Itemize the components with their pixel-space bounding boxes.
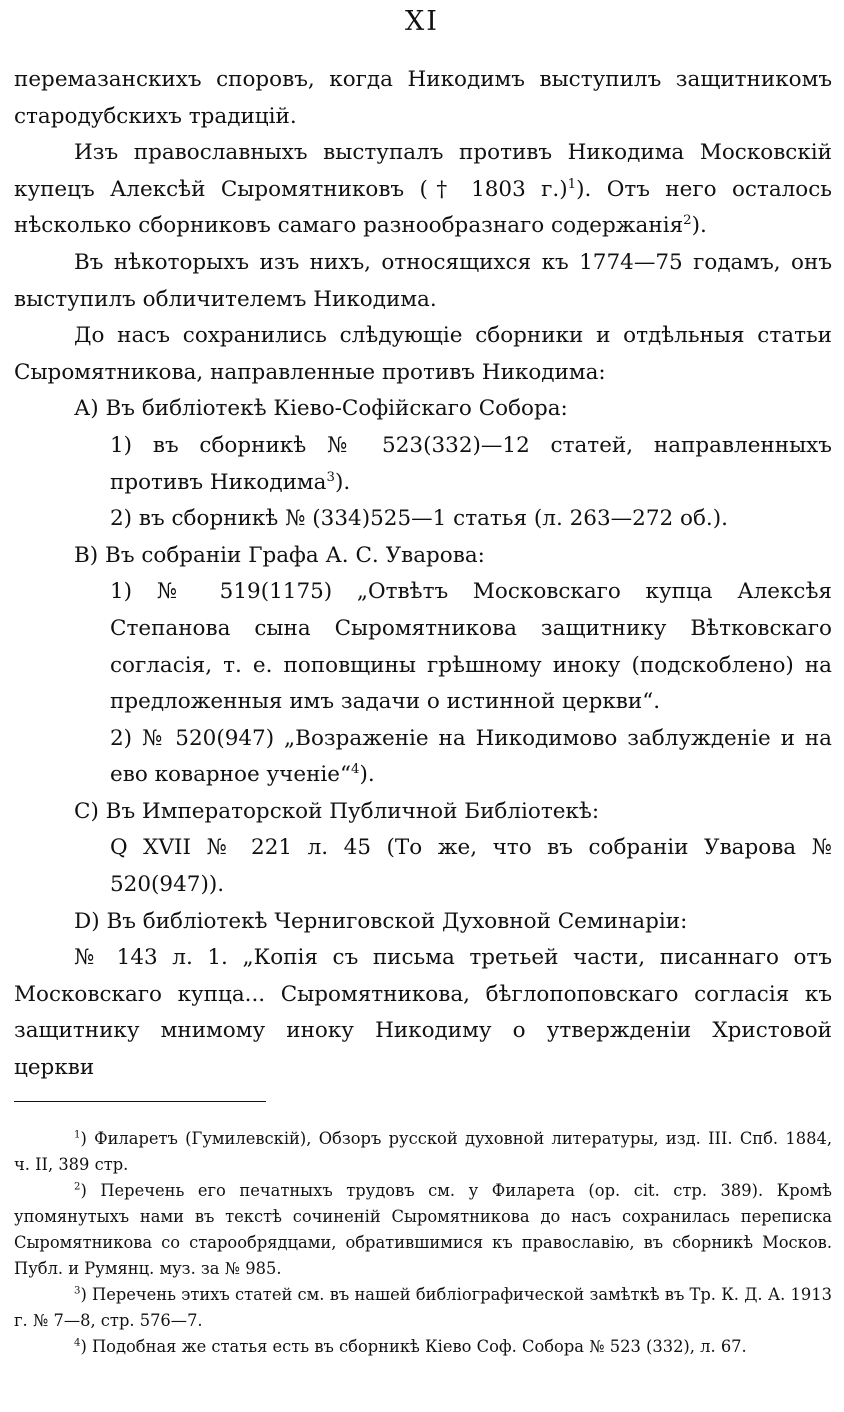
footnote-4 [14,1334,832,1360]
footnote-1-marker: 1 [74,1129,81,1141]
paragraph-orthodox-text-b: ). Отъ него осталось нѣсколько сборниковъ самаго разнообразнаго содержанія [14,176,832,239]
section-c-heading: С) Въ Императорской Публичной Библіотекѣ: [74,798,600,824]
footnote-3 [14,1282,832,1334]
paragraph-orthodox [14,135,832,245]
footnote-2-marker: 2 [74,1181,81,1193]
footnotes [14,1126,832,1360]
footnote-1 [14,1126,832,1178]
section-a-item-2: 2) въ сборникѣ № (334)525—1 статья (л. 263—272 об.). [110,506,728,532]
section-b-item-2-close: ). [359,762,375,788]
footnote-3-text: ) Перечень этихъ статей см. въ нашей библіографической замѣткѣ въ Тр. К. Д. А. 1913 г. № 7—8, стр. 576—7. [14,1285,832,1330]
footnote-ref-4: 4 [351,762,360,778]
page-number: XI [405,6,439,37]
section-d-heading: D) Въ библіотекѣ Черниговской Духовной Семинаріи: [74,908,688,934]
section-a-heading: А) Въ библіотекѣ Кіево-Софійскаго Собора: [74,396,568,422]
paragraph-some-collections: Въ нѣкоторыхъ изъ нихъ, относящихся къ 1774—75 годамъ, онъ выступилъ обличителемъ Никодима. [14,249,832,312]
footnote-ref-3: 3 [326,469,335,485]
section-b-item-2-text: 2) № 520(947) „Возраженіе на Никодимово заблужденіе и на ево коварное ученіе“ [110,725,832,788]
main-text [14,62,832,1087]
footnote-3-marker: 3 [74,1285,81,1297]
section-a-item-1-text: 1) въ сборникѣ № 523(332)—12 статей, направленныхъ противъ Никодима [110,432,832,495]
section-d-item: № 143 л. 1. „Копія съ письма третьей части, писаннаго отъ Московскаго купца... Сыромятникова, бѣглопоповскаго согласія къ защитнику мнимому иноку Никодиму о утвержденіи Христовой церкви [14,945,832,1081]
paragraph-orthodox-text-c: ). [691,213,707,239]
footnote-1-text: ) Филаретъ (Гумилевскій), Обзоръ русской духовной литературы, изд. III. Спб. 1884, ч. II, 389 стр. [14,1129,832,1174]
section-b-item-2 [14,721,832,794]
footnote-ref-1: 1 [567,176,577,192]
footnote-4-marker: 4 [74,1337,81,1349]
section-a-item-1-close: ). [334,469,351,495]
footnote-4-text: ) Подобная же статья есть въ сборникѣ Кіево Соф. Собора № 523 (332), л. 67. [80,1337,747,1356]
footnote-ref-2: 2 [683,213,692,229]
paragraph-orthodox-text-a: Изъ православныхъ выступалъ противъ Никодима Московскій купецъ Алексѣй Сыромятниковъ († 1803 г.) [14,140,832,202]
footnote-divider [14,1101,266,1102]
paragraph-intro: перемазанскихъ споровъ, когда Никодимъ выступилъ защитникомъ стародубскихъ традицій. [14,67,832,129]
section-c-item: Q XVII № 221 л. 45 (То же, что въ собраніи Уварова № 520(947)). [110,835,832,898]
section-b-item-1: 1) № 519(1175) „Отвѣтъ Московскаго купца Алексѣя Степанова сына Сыромятникова защитнику Вѣтковскаго согласія, т. е. поповщины грѣшному иноку (подскоблено) на предложенныя имъ задачи о истинной церкви“. [110,579,832,715]
section-a-item-1 [14,428,832,501]
footnote-2 [14,1178,832,1282]
footnote-2-text: ) Перечень его печатныхъ трудовъ см. у Филарета (op. cit. стр. 389). Кромѣ упомянутыхъ нами въ текстѣ сочиненій Сыромятникова до насъ сохранилась переписка Сыромятникова со старообрядцами, обратившимися къ православію, въ сборникѣ Москов. Публ. и Румянц. муз. за № 985. [14,1181,832,1278]
paragraph-preserved: До насъ сохранились слѣдующіе сборники и отдѣльныя статьи Сыромятникова, направленные противъ Никодима: [14,323,832,385]
section-b-heading: В) Въ собраніи Графа А. С. Уварова: [74,542,485,568]
